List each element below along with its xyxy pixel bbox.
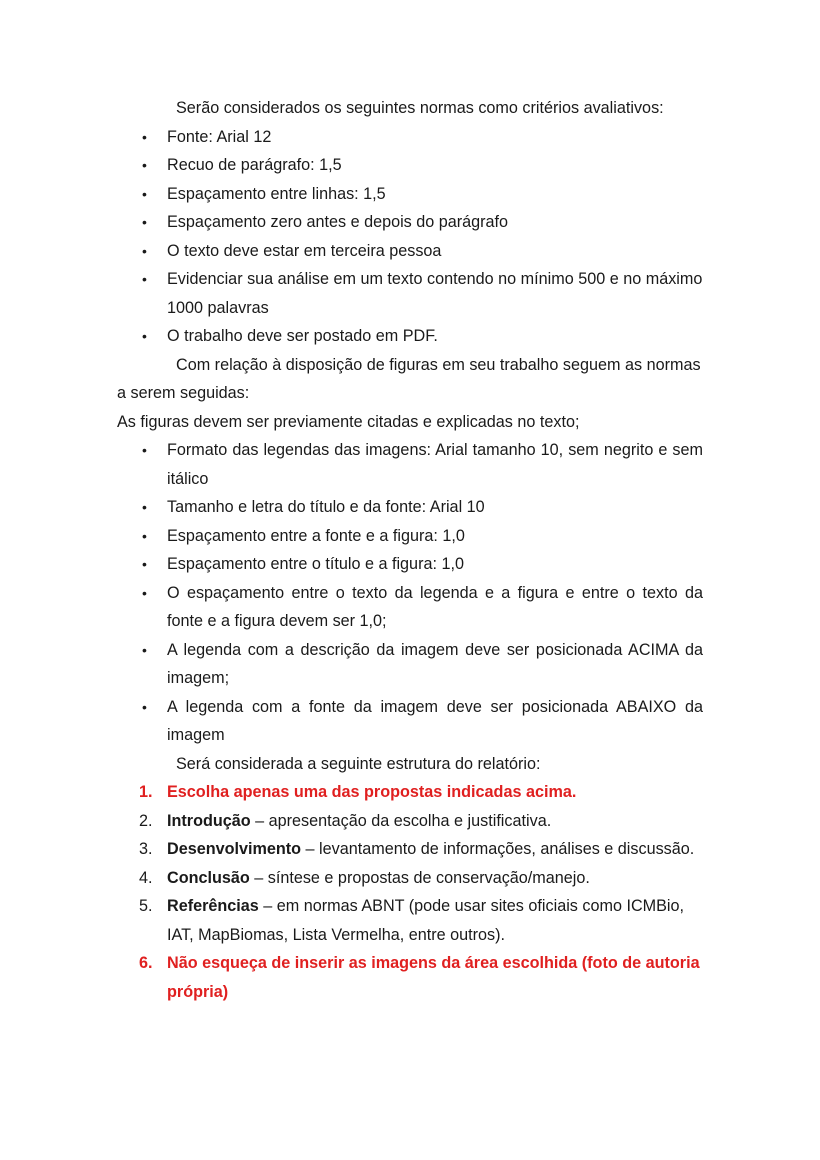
bullet-icon: • [142, 499, 147, 515]
criteria-text: O texto deve estar em terceira pessoa [167, 241, 442, 260]
step-description: – apresentação da escolha e justificativa. [250, 811, 552, 830]
figure-rule-text: Espaçamento entre o título e a figura: 1,0 [167, 555, 464, 573]
bullet-icon: • [142, 157, 147, 173]
step-title: Referências [167, 897, 259, 915]
list-item [117, 522, 703, 551]
step-title: Escolha apenas uma das propostas indicadas acima. [167, 783, 577, 801]
list-item [117, 949, 703, 1006]
figure-rule-text: Formato das legendas das imagens: Arial tamanho 10, sem negrito e sem itálico [167, 441, 703, 488]
structure-intro: Será considerada a seguinte estrutura do relatório: [176, 754, 541, 773]
figure-rule-text: Tamanho e letra do título e da fonte: Arial 10 [167, 498, 485, 516]
list-item [117, 180, 703, 209]
criteria-list [117, 123, 703, 351]
step-description: – síntese e propostas de conservação/manejo. [249, 868, 590, 887]
list-item [117, 778, 703, 807]
bullet-icon: • [142, 185, 147, 202]
figures-intro: Com relação à disposição de figuras em seu trabalho seguem as normas a serem seguidas: [117, 355, 701, 402]
bullet-icon: • [142, 242, 147, 259]
step-number: 5. [139, 897, 153, 915]
list-item [117, 493, 703, 522]
criteria-text: Espaçamento entre linhas: 1,5 [167, 184, 386, 203]
bullet-icon: • [142, 527, 147, 544]
step-title: Desenvolvimento [167, 840, 302, 858]
bullet-icon: • [142, 128, 147, 145]
figure-rule-text: O espaçamento entre o texto da legenda e a figura e entre o texto da fonte e a figura devem ser 1,0; [167, 583, 703, 630]
step-number: 6. [139, 954, 153, 972]
step-title: Conclusão [167, 868, 250, 887]
criteria-text: O trabalho deve ser postado em PDF. [167, 327, 438, 345]
bullet-icon: • [142, 442, 147, 458]
list-item [117, 208, 703, 237]
list-item [117, 835, 703, 864]
step-description: – em normas ABNT (pode usar sites oficiais como ICMBio, IAT, MapBiomas, Lista Vermelha, entre outros). [167, 897, 685, 944]
figure-rule-text: Espaçamento entre a fonte e a figura: 1,0 [167, 526, 465, 545]
list-item [117, 265, 703, 322]
list-item [117, 151, 703, 180]
criteria-text: Recuo de parágrafo: 1,5 [167, 156, 342, 174]
figure-rules-list [117, 436, 703, 750]
bullet-icon: • [142, 584, 147, 601]
bullet-icon: • [142, 698, 147, 715]
step-number: 2. [139, 811, 153, 830]
list-item [117, 892, 703, 949]
list-item [117, 693, 703, 750]
step-title: Não esqueça de inserir as imagens da área escolhida (foto de autoria própria) [167, 954, 700, 1001]
list-item [117, 579, 703, 636]
document-page [117, 94, 703, 1006]
list-item [117, 807, 703, 836]
criteria-intro: Serão considerados os seguintes normas como critérios avaliativos: [176, 99, 664, 117]
list-item [117, 322, 703, 351]
step-title: Introdução [167, 811, 251, 830]
list-item [117, 864, 703, 893]
criteria-text: Fonte: Arial 12 [167, 127, 272, 146]
list-item [117, 123, 703, 152]
step-number: 3. [139, 840, 153, 858]
bullet-icon: • [142, 271, 147, 287]
bullet-icon: • [142, 641, 147, 658]
bullet-icon: • [142, 556, 147, 572]
bullet-icon: • [142, 214, 147, 230]
figure-rule-text: A legenda com a fonte da imagem deve ser posicionada ABAIXO da imagem [167, 697, 703, 744]
list-item [117, 636, 703, 693]
list-item [117, 550, 703, 579]
list-item [117, 237, 703, 266]
list-item [117, 436, 703, 493]
criteria-text: Evidenciar sua análise em um texto contendo no mínimo 500 e no máximo 1000 palavras [167, 270, 703, 317]
criteria-text: Espaçamento zero antes e depois do parágrafo [167, 213, 509, 231]
bullet-icon: • [142, 328, 147, 344]
step-number: 4. [139, 868, 153, 887]
figure-rule-text: A legenda com a descrição da imagem deve ser posicionada ACIMA da imagem; [167, 640, 703, 687]
structure-list [117, 778, 703, 1006]
step-number: 1. [139, 783, 153, 801]
step-description: – levantamento de informações, análises e discussão. [301, 840, 695, 858]
figures-note: As figuras devem ser previamente citadas e explicadas no texto; [117, 412, 580, 431]
